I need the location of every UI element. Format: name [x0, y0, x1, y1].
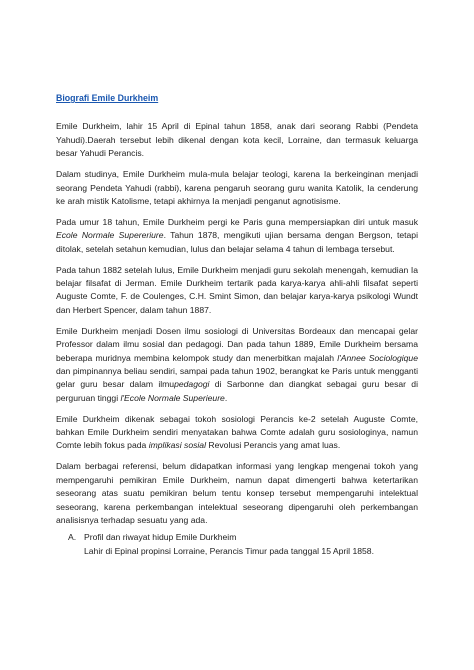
paragraph-text: Revolusi Perancis yang amat luas.	[206, 440, 341, 451]
list-marker: A.	[68, 532, 77, 543]
paragraph-text: Emile Durkheim dikenak sebagai tokoh sosiologi Perancis ke-2 setelah Auguste Comte, bahkan Emile Durkheim sendiri menyatakan bahwa Comte adalah guru sosiologinya, namun Comte lebih fokus pada	[56, 413, 418, 451]
italic-term: l'Ecole Normale Superieure	[120, 392, 225, 403]
list-item-heading: Profil dan riwayat hidup Emile Durkheim	[84, 532, 237, 543]
paragraph	[56, 413, 418, 453]
paragraph-text: Dalam berbagai referensi, belum didapatkan informasi yang lengkap mengenai tokoh yang mempengaruhi pemikiran Emile Durkheim, namun dapat dimengerti bahwa ketertarikan seseorang atas suatu pemikiran belum tentu konsep tersebut mempengaruhi intelektual seseorang, karena perkembangan intelektual seseorang dipengaruhi oleh perkembangan analisisnya terhadap sesuatu yang ada.	[56, 461, 418, 525]
italic-term: pedagogi	[174, 379, 210, 390]
paragraph	[56, 264, 418, 318]
paragraph-text: di Sarbonne dan diangkat sebagai guru besar di perguruan tinggi	[56, 379, 418, 403]
paragraph-text: . Tahun 1878, mengikuti ujian bersama dengan Bergson, tetapi ditolak, setelah setahun kemudian, lulus dan belajar selama 4 tahun di lembaga tersebut.	[56, 230, 418, 254]
document-body	[56, 92, 418, 558]
paragraph	[56, 325, 418, 405]
list-item	[56, 531, 418, 558]
paragraph-text: Emile Durkheim menjadi Dosen ilmu sosiologi di Universitas Bordeaux dan mencapai gelar Professor dalam ilmu sosial dan pedagogi. Dan pada tahun 1889, Emile Durkheim bersama beberapa muridnya membina kelompok study dan menerbitkan majalah	[56, 325, 418, 363]
paragraph	[56, 216, 418, 256]
paragraph-text: Pada tahun 1882 setelah lulus, Emile Durkheim menjadi guru sekolah menengah, kemudian Ia belajar filsafat di Jerman. Emile Durkheim tertarik pada karya-karya ahli-ahli filsafat seperti Auguste Comte, F. de Coulenges, C.H. Smint Simon, dan belajar karya-karya psikologi Wundt dan Herbert Spencer, dalam tahun 1887.	[56, 264, 418, 315]
document-title: Biografi Emile Durkheim	[56, 93, 159, 103]
italic-term: Ecole Normale Supereriure	[56, 230, 164, 241]
paragraph	[56, 120, 418, 160]
paragraph-text: Dalam studinya, Emile Durkheim mula-mula belajar teologi, karena Ia berkeinginan menjadi seorang Pendeta Yahudi (rabbi), karena pengaruh seorang guru wanita Katolik, Ia cenderung ke arah mistik Katolisme, tetapi akhirnya Ia menjadi penganut agnotisisme.	[56, 169, 418, 206]
paragraph-text: Emile Durkheim, lahir 15 April di Epinal tahun 1858, anak dari seorang Rabbi (Pendeta Yahudi).Daerah tersebut lebih dikenal dengan kota kecil, Lorraine, dan termasuk keluarga besar Yahudi Perancis.	[56, 121, 418, 159]
paragraph-text: .	[224, 392, 228, 403]
italic-term: l'Annee Sociologique	[337, 352, 418, 363]
list-item-text: Lahir di Epinal propinsi Lorraine, Perancis Timur pada tanggal 15 April 1858.	[84, 545, 374, 556]
paragraph-text: Pada umur 18 tahun, Emile Durkheim pergi ke Paris guna mempersiapkan diri untuk masuk	[56, 216, 418, 227]
italic-term: implikasi sosial	[148, 440, 206, 451]
paragraph-text: dan pimpinannya beliau sendiri, sampai pada tahun 1902, berangkat ke Paris untuk mengganti gelar guru besar dalam ilmu	[56, 365, 418, 390]
section-list	[56, 531, 418, 558]
paragraph	[56, 168, 418, 208]
paragraph	[56, 460, 418, 527]
